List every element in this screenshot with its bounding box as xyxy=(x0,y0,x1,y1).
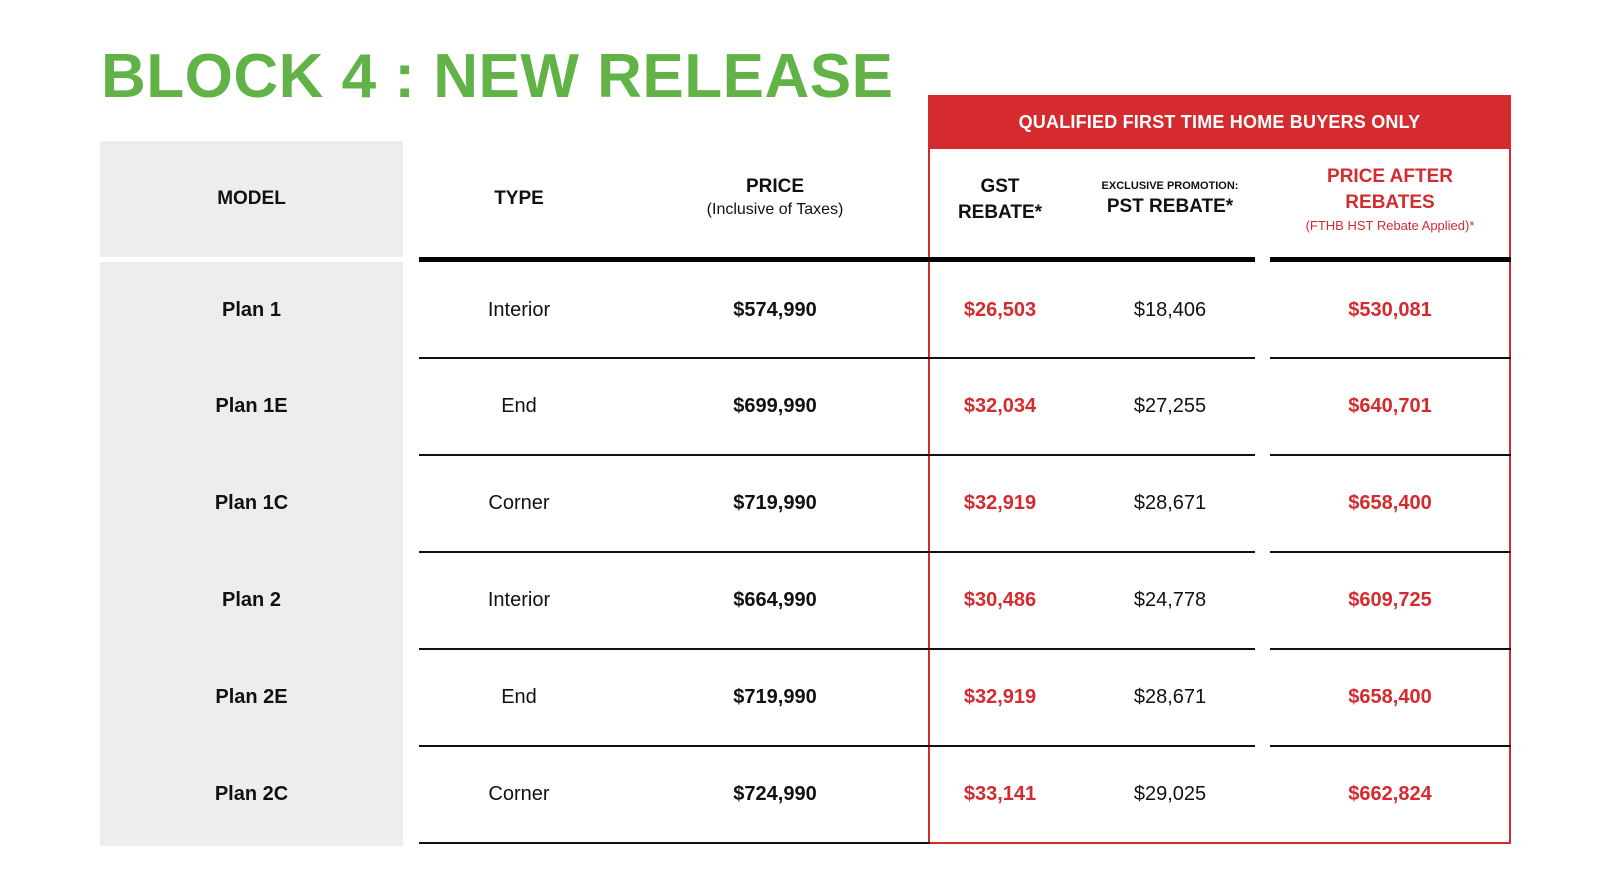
row-6-gst: $33,141 xyxy=(963,782,1037,805)
header-price-label: PRICE xyxy=(745,176,805,197)
row-6-price: $724,990 xyxy=(733,782,817,805)
header-gst xyxy=(935,174,1065,226)
row-1-gst: $26,503 xyxy=(963,298,1037,321)
row-3-after: $658,400 xyxy=(1348,491,1432,514)
row-4-gst: $30,486 xyxy=(963,588,1037,611)
header-after-sub: (FTHB HST Rebate Applied)* xyxy=(1305,218,1475,233)
row-6-pst: $29,025 xyxy=(1133,782,1207,805)
row-5-price: $719,990 xyxy=(733,685,817,708)
header-after-line2: REBATES xyxy=(1345,192,1435,213)
row-3-model: Plan 1C xyxy=(214,491,289,514)
table-bottom-rule xyxy=(419,842,930,844)
row-2-gst: $32,034 xyxy=(963,394,1037,417)
row-5-gst: $32,919 xyxy=(963,685,1037,708)
header-gst-line1: GST xyxy=(980,176,1020,197)
fthb-banner: QUALIFIED FIRST TIME HOME BUYERS ONLY xyxy=(928,95,1511,149)
header-after-line1: PRICE AFTER xyxy=(1327,166,1453,187)
row-1-after: $530,081 xyxy=(1348,298,1432,321)
row-2-price: $699,990 xyxy=(733,394,817,417)
row-3-price: $719,990 xyxy=(733,491,817,514)
row-2-after: $640,701 xyxy=(1348,394,1432,417)
row-1-price: $574,990 xyxy=(733,298,817,321)
row-2-model: Plan 1E xyxy=(215,394,288,417)
header-price-after xyxy=(1275,164,1505,236)
row-1-type: Interior xyxy=(487,298,551,321)
row-5-after: $658,400 xyxy=(1348,685,1432,708)
row-3-pst: $28,671 xyxy=(1133,491,1207,514)
row-4-pst: $24,778 xyxy=(1133,588,1207,611)
header-price xyxy=(660,174,890,220)
header-pst-label: PST REBATE* xyxy=(1106,196,1234,217)
row-1-pst: $18,406 xyxy=(1133,298,1207,321)
header-type xyxy=(419,186,619,212)
row-3-type: Corner xyxy=(488,491,550,514)
row-4-type: Interior xyxy=(487,588,551,611)
row-6-model: Plan 2C xyxy=(214,782,289,805)
row-4-after: $609,725 xyxy=(1348,588,1432,611)
row-1-model: Plan 1 xyxy=(222,298,281,321)
header-model-label: MODEL xyxy=(217,188,286,209)
page-title: BLOCK 4 : NEW RELEASE xyxy=(101,42,894,111)
row-4-price: $664,990 xyxy=(733,588,817,611)
header-price-sub: (Inclusive of Taxes) xyxy=(706,201,844,218)
row-2-pst: $27,255 xyxy=(1133,394,1207,417)
row-3-gst: $32,919 xyxy=(963,491,1037,514)
row-5-pst: $28,671 xyxy=(1133,685,1207,708)
header-pst xyxy=(1070,178,1270,220)
row-4-model: Plan 2 xyxy=(222,588,281,611)
header-model xyxy=(100,186,403,212)
row-6-type: Corner xyxy=(488,782,550,805)
row-5-model: Plan 2E xyxy=(215,685,288,708)
row-2-type: End xyxy=(501,394,537,417)
row-6-after: $662,824 xyxy=(1348,782,1432,805)
header-type-label: TYPE xyxy=(494,188,544,209)
header-gst-line2: REBATE* xyxy=(957,202,1043,223)
header-pst-promo: EXCLUSIVE PROMOTION: xyxy=(1101,180,1239,192)
row-5-type: End xyxy=(501,685,537,708)
